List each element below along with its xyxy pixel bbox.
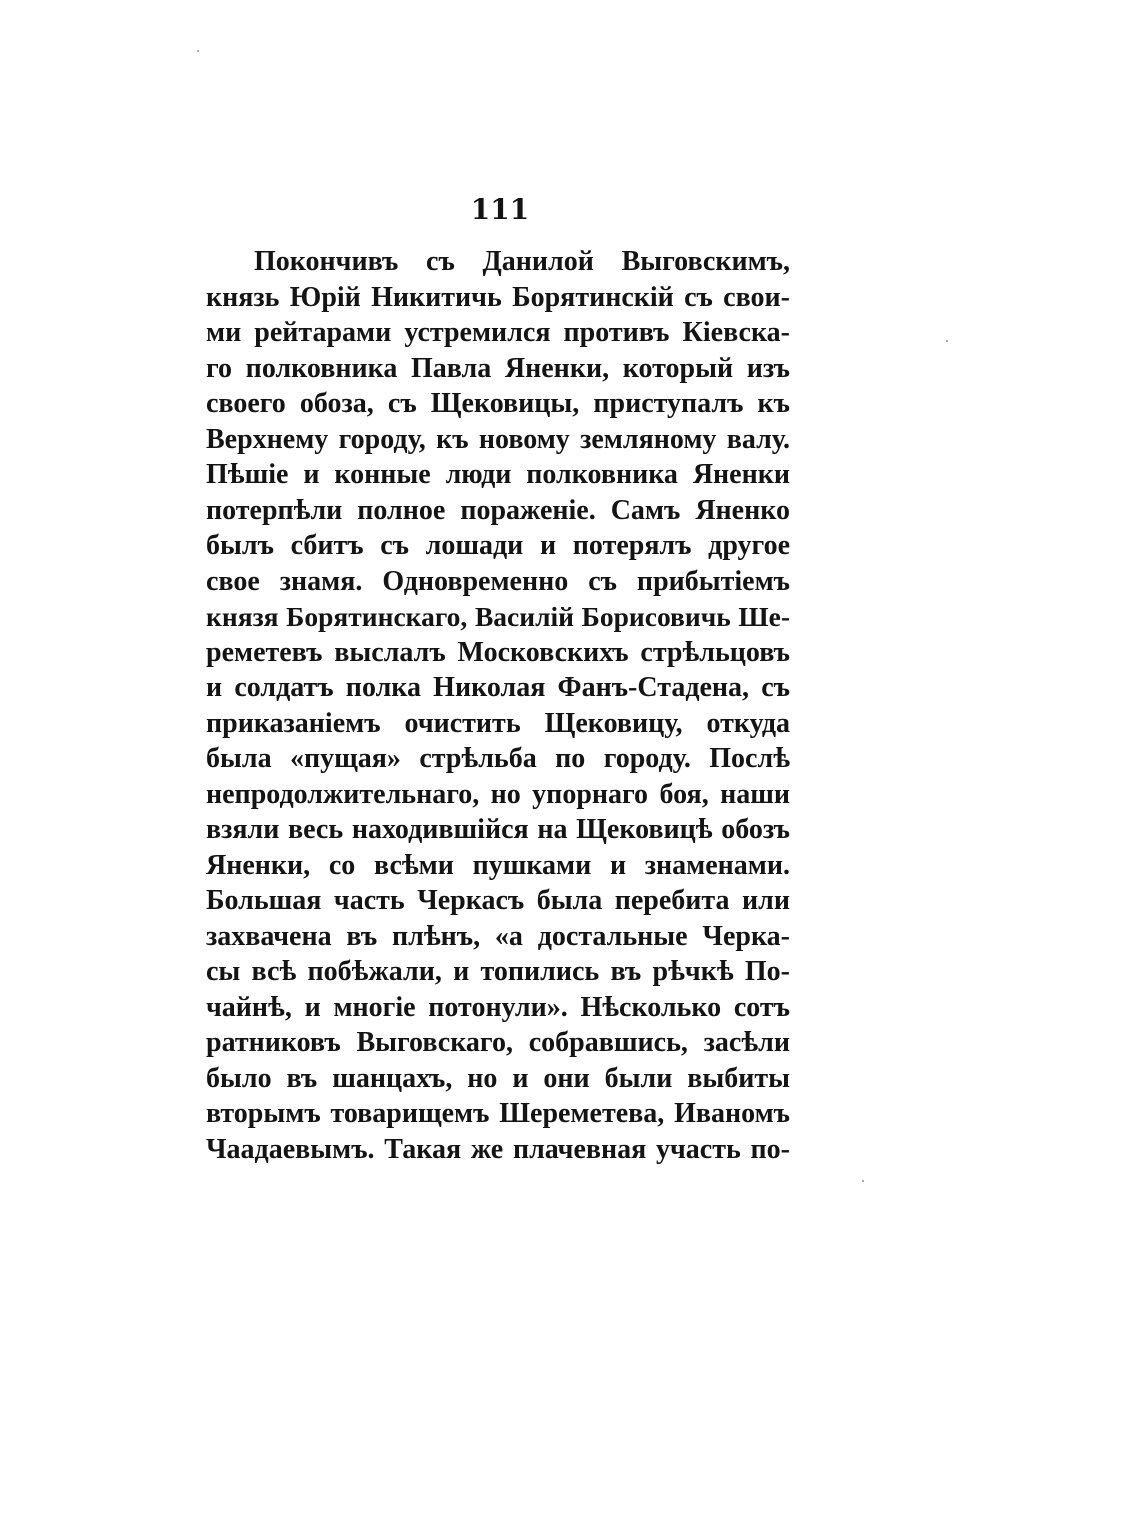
- text-line: реметевъ выслалъ Московскихъ стрѣльцовъ: [206, 636, 790, 668]
- text-line: князь Юрій Никитичь Борятинскій съ свои-: [206, 281, 790, 313]
- text-line: Яненки, со всѣми пушками и знаменами.: [206, 849, 790, 881]
- text-line: Пѣшіе и конные люди полковника Яненки: [206, 459, 790, 490]
- text-line: вторымъ товарищемъ Шереметева, Иваномъ: [206, 1098, 790, 1129]
- text-line: Большая часть Черкасъ была перебита или: [206, 885, 790, 916]
- body-text: [206, 244, 790, 1167]
- text-line: приказаніемъ очистить Щековицу, откуда: [206, 707, 790, 739]
- text-line: и солдатъ полка Николая Фанъ-Стадена, съ: [206, 672, 790, 703]
- paper-speck: [197, 50, 199, 52]
- text-line: непродолжительнаго, но упорнаго боя, наши: [206, 778, 790, 810]
- text-line: захвачена въ плѣнъ, «а достальные Черка-: [206, 920, 790, 952]
- text-line: го полковника Павла Яненки, который изъ: [206, 352, 790, 384]
- text-line: былъ сбитъ съ лошади и потерялъ другое: [206, 530, 790, 561]
- text-line: князя Борятинскаго, Василій Борисовичь Ше-: [206, 601, 790, 632]
- text-line: было въ шанцахъ, но и они были выбиты: [206, 1062, 790, 1094]
- text-line: взяли весь находившійся на Щековицѣ обозъ: [206, 814, 790, 845]
- text-line: Покончивъ съ Данилой Выговскимъ,: [254, 246, 790, 277]
- paper-speck: [946, 340, 948, 342]
- text-line: потерпѣли полное пораженіе. Самъ Яненко: [206, 494, 790, 526]
- text-line: ми рейтарами устремился противъ Кіевска-: [206, 317, 790, 348]
- text-line: свое знамя. Одновременно съ прибытіемъ: [206, 565, 790, 597]
- page-number: 111: [470, 193, 530, 226]
- text-line: Верхнему городу, къ новому земляному валу.: [206, 423, 790, 455]
- paper-speck: [862, 1180, 864, 1182]
- text-line: Чаадаевымъ. Такая же плачевная участь по-: [206, 1133, 790, 1165]
- text-line: чайнѣ, и многіе потонули». Нѣсколько сотъ: [206, 991, 790, 1023]
- text-line: была «пущая» стрѣльба по городу. Послѣ: [206, 743, 790, 774]
- text-line: сы всѣ побѣжали, и топились въ рѣчкѣ По-: [206, 956, 790, 987]
- text-line: своего обоза, съ Щековицы, приступалъ къ: [206, 388, 790, 419]
- text-line: ратниковъ Выговскаго, собравшись, засѣли: [206, 1027, 790, 1058]
